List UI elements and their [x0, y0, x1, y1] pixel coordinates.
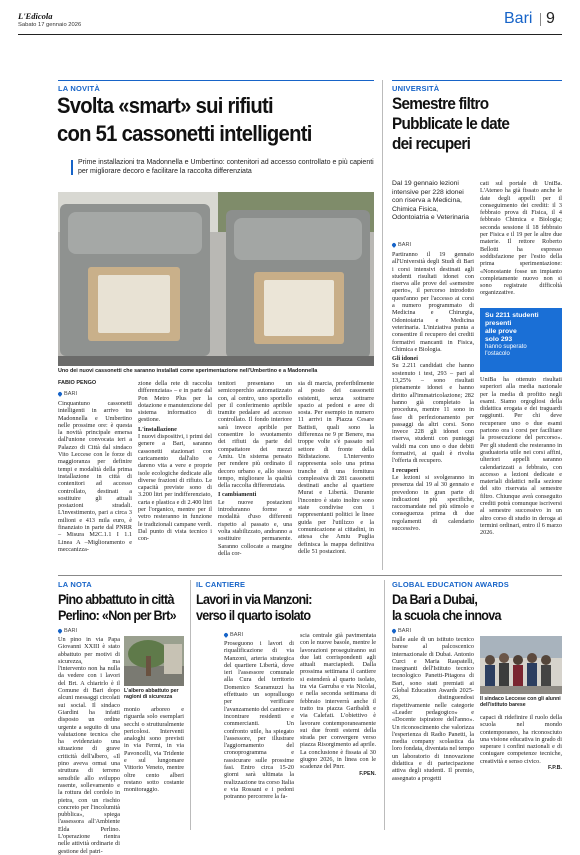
box-line-5: hanno superato	[485, 344, 527, 350]
side-column-1-text-a: Partiranno il 19 gennaio all'Università degli Studi di Bari i corsi intensivi destinati agli studenti risultati idonei con riserva alle prove del «semestre aperto», il percorso introdotto quest'anno per l'accesso ai corsi a numero programmato di Medicina e Chirurgia, Odontoiatria e Medicina veterinaria. L'iniziativa punta a consentire il recupero dei crediti formativi mancanti in Fisica, Chimica e Biologia.	[392, 251, 474, 353]
box-line-6: l'ostacolo	[485, 351, 510, 358]
side-kicker-rule	[392, 80, 562, 81]
bottom-a-kicker: LA NOTA	[58, 580, 92, 589]
lead-headline-line1: Svolta «smart» sui rifiuti	[57, 93, 273, 118]
bottom-a-column-2: monio arboreo e riguarda solo esemplari secchi o strutturalmente pericolosi. Interventi analoghi sono previsti in via Fermi, in via Pavoncelli, via Tridente e sul lungomare Vittorio Veneto, mentre oltre cento alberi restano sotto costante monitoraggio.	[124, 706, 184, 794]
bottom-strip-rule	[58, 575, 562, 576]
lead-byline: FABIO PENGO	[58, 380, 97, 386]
lead-kicker-rule	[58, 80, 374, 81]
side-dateline	[392, 242, 411, 248]
side-dateline-text: BARI	[398, 242, 412, 248]
side-column-2-top: cati sul portale di UniBa. L'Ateneo ha già fissato anche le date degli appelli per il conseguimento dei crediti: il 3 febbraio prova di Fisica, il 4 febbraio Chimica e Biologia; seconda sessione il 18 febbraio per Fisica e il 19 per le altre due materie. Il rettore Roberto Bellotti ha espresso soddisfazione per l'esito della prima sperimentazione: «Nonostante fosse un impianto completamente nuovo non si sono registrate difficoltà organizzative.	[480, 180, 562, 297]
bottom-divider-1	[190, 580, 191, 830]
bottom-c-dateline	[392, 628, 411, 634]
bottom-c-kicker: GLOBAL EDUCATION AWARDS	[392, 580, 509, 589]
logo: L'Edicola	[18, 11, 53, 21]
lead-column-3	[218, 380, 292, 557]
bottom-c-dateline-text: BARI	[398, 628, 412, 634]
location-pin-icon	[391, 242, 397, 248]
lead-column-4: sia di marcia, preferibilmente al posto dei cassonetti esistenti, senza sottrarre spazio ai pedoni e aree di sosta. Per esempio in numero 11 arrivi in Piazza Cesare Battisti, quali sono la differenza ne 9 pr Benere, ma troppe volte s'è passato nel settore di fronte della Bidistazione. L'intervento rappresenta solo una prima tranche di una fornitura complessiva di 281 cassonetti destinati anche al quartiere Murat e Libertà. Durante l'incontro è stato inoltre sono state condivise con i rappresentanti politici le linee guida per l'utilizzo e la comunicazione ai cittadini, in attesa che Amiu Puglia definisca la mappa definitiva delle 51 postazioni.	[298, 380, 374, 555]
section-name: Bari	[504, 10, 533, 27]
side-column-1	[392, 251, 474, 532]
bottom-b-kicker: IL CANTIERE	[196, 580, 246, 589]
box-line-3: alle prove	[485, 328, 517, 335]
page-number: 9	[546, 10, 555, 27]
lead-dateline-text: BARI	[64, 391, 78, 397]
lead-column-1: Cinquantuno cassonetti intelligenti in arrivo tra Madonnella e Umbertino nelle prossime ore: è questa la novità principale emersa dall'unione convocata ieri a Palazzo di Città dal sindaco Vito Leccese con le forze di maggioranza per definire tempi e modalità della prima installazione in città di contenitori ad accesso controllato, destinati a sostituire gli attuali postazioni stradali. L'investimento, pari a circa 3 milioni e 413 mila euro, è finanziato in parte dal PNRR – Misura M2C.1.1 I 1.1 Linea A –Miglioramento e meccanizza-	[58, 400, 132, 553]
bottom-b-column-2	[300, 632, 376, 778]
lead-column-2	[138, 380, 212, 543]
tree-illustration	[124, 636, 184, 686]
bottom-divider-2	[384, 580, 385, 830]
lead-column-3-text-a: tenitori presentano un semicoperchio automatizzato con, al centro, uno sportello per il conferimento apribile tramite pedalare ad accesso controllato. Il fondo interiore sarà invece apribile per consentire lo svuotamento dei rifiuti da parte del compattatore dei mezzi Amiu. Un sistema pensato per rendere più ordinato il decoro urbano e, allo stesso tempo, migliorare la qualità della raccolta differenziata.	[218, 380, 292, 490]
bottom-b-headline-line1: Lavori in via Manzoni:	[196, 591, 312, 607]
bottom-b-column-1: Proseguono i lavori di riqualificazione di via Manzoni, arteria strategica del quartiere Libertà, dove ieri l'assessore comunale alla Cura del territorio Domenico Scaramuzzi ha effettuato un sopralluogo per verificare l'avanzamento del cantiere e incontrare residenti e commercianti. Un confronto utile, ha spiegato l'assessore, per illustrare l'aggiornamento del cronoprogramma e rassicurare sulle prossime fasi. Entro circa 15-20 giorni sarà ultimata la realizzazione tra corso Italia e via Rossani e i pedoni potranno percorrere la fa-	[224, 640, 294, 801]
box-line-2: presenti	[485, 320, 512, 327]
lead-kicker: LA NOVITÀ	[58, 84, 100, 93]
side-subhead-recuperi: I recuperi	[392, 466, 419, 474]
students-photo	[480, 636, 562, 694]
lead-headline-line2: con 51 cassonetti intelligenti	[57, 121, 312, 146]
side-subtitle: Dal 19 gennaio lezioni intensive per 228 idonei con riserva a Medicina, Chimica Fisica, Odontoiatria e Veterinaria	[392, 180, 470, 222]
location-pin-icon	[391, 628, 397, 634]
issue-date: Sabato 17 gennaio 2026	[18, 22, 82, 28]
side-headline-line3: dei recuperi	[392, 134, 471, 153]
bottom-b-dateline-text: BARI	[230, 632, 244, 638]
bins-illustration	[58, 192, 374, 366]
bottom-b-headline-line2: verso il quarto isolato	[196, 607, 311, 623]
stats-highlight-box	[480, 308, 562, 372]
lead-column-3-text-b: Le nuove postazioni introduranno forme e modalità d'uso differenti rispetto al passato e, una volta stabilizzato, andranno a sostituire permanente. Saranno collocate a margine della cor-	[218, 498, 292, 557]
lead-column-2-text-b: I nuovi dispositivi, i primi del genere a Bari, saranno cassonetti stazionari con caricamento dall'alto e dareno vita a vere e proprie isole ecologiche dedicate alle diverse frazioni di rifiuto. Le capacità previste sono di 3.200 litri per indifferenziato, carta e plastica e di 2.400 litri per l'organico, mentre per il vetro resteranno in funzione le tradizionali campane verdi. Dal punto di vista tecnico i con-	[138, 433, 212, 543]
lead-subtitle: Prime installazioni tra Madonnella e Umbertino: contenitori ad accesso controllato e più capienti per migliorare decoro e facilitare la raccolta differenziata	[78, 159, 374, 175]
bottom-b-signature: F.PEN.	[359, 770, 376, 777]
vertical-divider	[382, 80, 383, 570]
side-column-1-text-c: Le lezioni si svolgeranno in presenza dal 19 al 30 gennaio e prevedono in gran parte di indicazioni più specifiche, raccomandate nel più stimolo e conseguenza prima di due regolamenti di calendario successivo.	[392, 473, 474, 532]
bottom-b-dateline	[224, 632, 243, 638]
lead-dateline	[58, 391, 77, 397]
side-kicker: UNIVERSITÀ	[392, 84, 440, 93]
bottom-a-dateline	[58, 628, 77, 634]
side-column-2-bottom: UniBa ha ottenuto risultati superiori alla media nazionale per la media di profitto negli esami. Siamo orgogliosi della didattica erogata e dei traguardi raggiunti. Per chi deve recuperare uno o due esami partono ora i corsi per facilitare la prosecuzione del percorso». Per gli studenti che resteranno in graduatoria utile nei corsi affini, ulteriori appelli saranno calendarizzati a febbraio, con accesso a lezioni dedicate e materiali didattici nella sezione del sito riservata al semestre filtro. Chiunque avrà conseguito crediti potrà comunque iscriversi al semestre successivo in un altro corso di studio in deroga ai termini ordinari, entro il 6 marzo 2026.	[480, 376, 562, 537]
bins-photo-caption: Uno dei nuovi cassonetti che saranno installati come sperimentazione nell'Umbertino e a Madonnella	[58, 368, 318, 374]
students-illustration	[480, 636, 562, 694]
lead-subhead-installazione: L'installazione	[138, 425, 177, 433]
location-pin-icon	[223, 632, 229, 638]
masthead-rule	[18, 34, 562, 35]
lead-subtitle-bar	[71, 160, 73, 175]
bottom-c-headline-line2: la scuola che innova	[392, 607, 501, 623]
bottom-c-column-2	[480, 714, 562, 772]
location-pin-icon	[57, 391, 63, 397]
bins-photo	[58, 192, 374, 366]
box-line-4: solo 293	[485, 336, 513, 343]
tree-photo-caption: L'albero abbattuto per ragioni di sicurezza	[124, 688, 179, 701]
masthead	[18, 10, 562, 34]
bottom-c-signature: F.P.B.	[548, 765, 562, 772]
bottom-c-headline-line1: Da Bari a Dubai,	[392, 591, 478, 607]
bottom-a-headline-line1: Pino abbattuto in città	[58, 591, 174, 607]
side-column-1-text-b: Su 2.211 candidati che hanno sostenuto i test, 293 – pari al 13,25% – sono risultati pienamente idonei e hanno diritto all'immatricolazione; 282 hanno già completato la procedura, mentre 11 sono in fase di perfezionamento per passaggi da altri corsi. Sono invece 228 gli idonei con riserva, studenti con punteggi validi ma con uno o due debiti formativi, ai quali è rivolta l'offerta di recupero.	[392, 362, 474, 465]
bottom-a-column-1: Un pino in via Papa Giovanni XXIII è stato abbattuto per motivi di sicurezza, ma l'intervento non ha nulla da vedere con i lavori del Brt. A chiarirlo è il Comune di Bari dopo alcuni messaggi circolati sui social. Il sindaco Giardini ha infatti disposto un ordine urgente a seguito di una valutazione tecnica che ha evidenziato una situazione di grave criticità dell'albero, «Il pino aveva ormai una struttura di terreno sensibile allo sviluppo rasente, sollevamento e la rottura del cordolo in pietra, con un rischio concreto per l'incolumità pubblica», spiega l'assessora all'Ambiente Elda Perlino. L'operazione rientra nelle attività ordinarie di gestione del patri-	[58, 636, 120, 855]
bottom-c-column-1: Dalle aule di un istituto tecnico barese al palcoscenico internazionale di Dubai. Antonio Curci e Maria Raspatelli, insegnanti dell'Istituto tecnico tecnologico Panetti-Pitagora di Bari, sono stati premiati ai Global Education Awards 2025-26, distinguendosi rispettivamente nelle categorie «Leader pedagogico» e «Docente ispiratore dell'anno». Un riconoscimento che valorizza l'esperienza di Radio Panetti, la media company scolastica da loro fondata, diventata nel tempo un laboratorio di innovazione didattica e di partecipazione attiva degli studenti. Il premio, assegnato a progetti	[392, 636, 474, 782]
side-subhead-idonei: Gli idonei	[392, 355, 418, 363]
lead-subhead-cambiamenti: I cambiamenti	[218, 491, 257, 499]
side-headline-line1: Semestre filtro	[392, 94, 489, 113]
lead-column-2-text-a: zione della rete di raccolta differenziata» – e in parte dal Pon Metro Plus per la dotazione e manutenzione del sistema informatico di gestione.	[138, 380, 212, 424]
bottom-b-column-2-text: scia centrale già pavimentata con le nuove basole, mentre le lavorazioni proseguiranno sui due lati corrispondenti agli attuali marciapiedi. Dalla prossima settimana il cantiere si estenderà al quarto isolato, tra via Garruba e via Nicolai, e nella seconda settimana di febbraio interverrà anche il tratto tra piazza Garibaldi e via Calefati. L'obiettivo è lavorare contemporaneamente sui due fronti esterni della strada per convergere verso piazza Risorgimento ad aprile. La conclusione è fissata al 30 giugno 2026, in linea con le scadenze del Pnrr.	[300, 632, 376, 771]
students-photo-caption: Il sindaco Leccese con gli alunni dell'istituto barese	[480, 696, 561, 709]
location-pin-icon	[57, 628, 63, 634]
tree-photo	[124, 636, 184, 686]
bottom-a-dateline-text: BARI	[64, 628, 78, 634]
box-line-1: Su 2211 studenti	[485, 312, 539, 319]
side-headline-line2: Pubblicate le date	[392, 114, 510, 133]
bottom-a-headline-line2: Perlino: «Non per Brt»	[58, 607, 176, 623]
page-number-divider	[540, 13, 541, 26]
bottom-c-column-2-text: capaci di ridefinire il ruolo della scuola nel mondo contemporaneo, ha riconosciuto una visione educativa in grado di superare i confini nazionali e di coniugare competenze tecniche, creatività e senso civico.	[480, 714, 562, 765]
